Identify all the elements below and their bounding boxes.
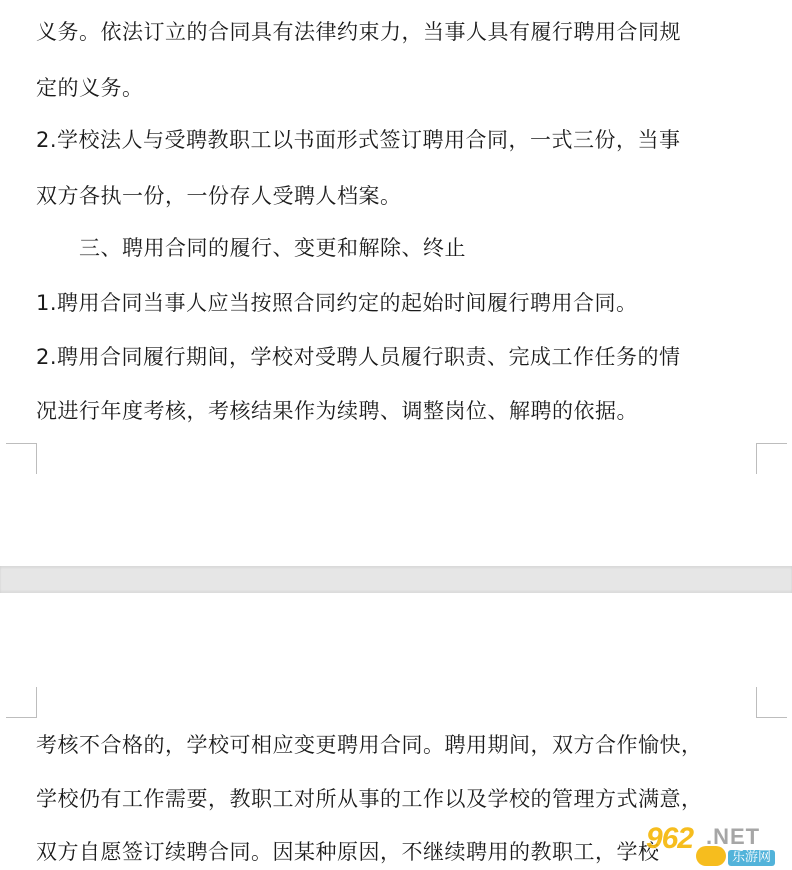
text-line: 双方各执一份，一份存人受聘人档案。 bbox=[36, 184, 402, 208]
page-gap bbox=[0, 566, 792, 593]
text-line: 双方自愿签订续聘合同。因某种原因，不继续聘用的教职工，学校 bbox=[36, 840, 660, 864]
text-line: 考核不合格的，学校可相应变更聘用合同。聘用期间，双方合作愉快， bbox=[36, 733, 703, 757]
margin-corner-bottom-right bbox=[756, 443, 787, 474]
text-line: 1.聘用合同当事人应当按照合同约定的起始时间履行聘用合同。 bbox=[36, 291, 638, 315]
margin-corner-top-left bbox=[6, 687, 37, 718]
watermark-chinese: 乐游网 bbox=[728, 850, 775, 866]
watermark-number: 962 bbox=[646, 822, 694, 855]
site-watermark-logo bbox=[632, 820, 790, 868]
section-heading: 三、聘用合同的履行、变更和解除、终止 bbox=[36, 236, 466, 260]
margin-corner-top-right bbox=[756, 687, 787, 718]
text-line: 定的义务。 bbox=[36, 76, 144, 100]
text-line: 2.聘用合同履行期间，学校对受聘人员履行职责、完成工作任务的情 bbox=[36, 345, 681, 369]
margin-corner-bottom-left bbox=[6, 443, 37, 474]
text-line: 况进行年度考核，考核结果作为续聘、调整岗位、解聘的依据。 bbox=[36, 399, 638, 423]
text-line: 义务。依法订立的合同具有法律约束力，当事人具有履行聘用合同规 bbox=[36, 20, 681, 44]
text-line: 学校仍有工作需要，教职工对所从事的工作以及学校的管理方式满意， bbox=[36, 787, 703, 811]
watermark-suffix: .NET bbox=[706, 824, 761, 849]
text-line: 2.学校法人与受聘教职工以书面形式签订聘用合同，一式三份，当事 bbox=[36, 128, 681, 152]
